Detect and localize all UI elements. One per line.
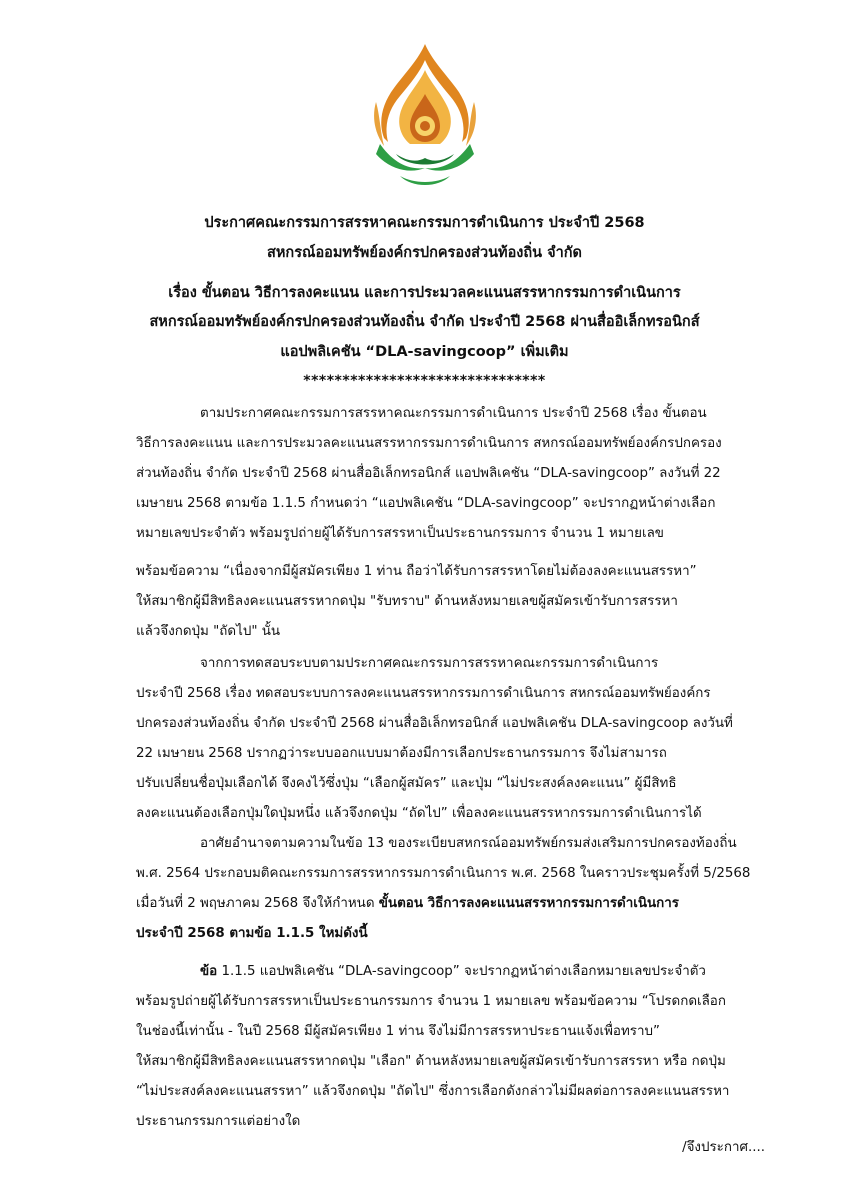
para4-line: ประธานกรรมการแต่อย่างใด (136, 1114, 301, 1129)
para3-line3-text: เมื่อวันที่ 2 พฤษภาคม 2568 จึงให้กำหนด (136, 896, 379, 911)
para2-line: ประจำปี 2568 เรื่อง ทดสอบระบบการลงคะแนนสรรหากรรมการดำเนินการ สหกรณ์ออมทรัพย์องค์กร (136, 686, 711, 701)
para1-line: พร้อมข้อความ “เนื่องจากมีผู้สมัครเพียง 1 ท่าน ถือว่าได้รับการสรรหาโดยไม่ต้องลงคะแนนสรรหา” (136, 564, 697, 579)
para2-line: ลงคะแนนต้องเลือกปุ่มใดปุ่มหนึ่ง แล้วจึงกดปุ่ม “ถัดไป” เพื่อลงคะแนนสรรหากรรมการดำเนินการได้ (136, 806, 702, 821)
para3-line (136, 895, 766, 912)
para4-line (200, 963, 766, 980)
para1-line: ส่วนท้องถิ่น จำกัด ประจำปี 2568 ผ่านสื่ออิเล็กทรอนิกส์ แอปพลิเคชัน “DLA-savingcoop” ลงวันที่ 22 (136, 466, 721, 481)
para2-line: จากการทดสอบระบบตามประกาศคณะกรรมการสรรหาคณะกรรมการดำเนินการ (200, 656, 659, 671)
para2-line: ปกครองส่วนท้องถิ่น จำกัด ประจำปี 2568 ผ่านสื่ออิเล็กทรอนิกส์ แอปพลิเคชัน DLA-savingcoop ลงวันที่ (136, 716, 733, 731)
cooperative-name: สหกรณ์ออมทรัพย์องค์กรปกครองส่วนท้องถิ่น จำกัด (267, 245, 582, 261)
para1-line: ให้สมาชิกผู้มีสิทธิลงคะแนนสรรหากดปุ่ม "รับทราบ" ด้านหลังหมายเลขผู้สมัครเข้ารับการสรรหา (136, 594, 678, 609)
para4-line: ให้สมาชิกผู้มีสิทธิลงคะแนนสรรหากดปุ่ม "เลือก" ด้านหลังหมายเลขผู้สมัครเข้ารับการสรรหา หรือ กดปุ่ม (136, 1054, 726, 1069)
clause-label: ข้อ (200, 964, 218, 979)
subject-line-2: สหกรณ์ออมทรัพย์องค์กรปกครองส่วนท้องถิ่น จำกัด ประจำปี 2568 ผ่านสื่ออิเล็กทรอนิกส์ (149, 314, 700, 330)
para1-line: วิธีการลงคะแนน และการประมวลคะแนนสรรหากรรมการดำเนินการ สหกรณ์ออมทรัพย์องค์กรปกครอง (136, 436, 722, 451)
para3-line: พ.ศ. 2564 ประกอบมติคณะกรรมการสรรหากรรมการดำเนินการ พ.ศ. 2568 ในคราวประชุมครั้งที่ 5/2568 (136, 866, 751, 881)
para4-line: พร้อมรูปถ่ายผู้ได้รับการสรรหาเป็นประธานกรรมการ จำนวน 1 หมายเลข พร้อมข้อความ “โปรดกดเลือก (136, 994, 726, 1009)
separator: ******************************* (303, 373, 546, 389)
para1-line: แล้วจึงกดปุ่ม "ถัดไป" นั้น (136, 624, 281, 639)
para4-line: “ไม่ประสงค์ลงคะแนนสรรหา” แล้วจึงกดปุ่ม "ถัดไป" ซึ่งการเลือกดังกล่าวไม่มีผลต่อการลงคะแนนสรรหา (136, 1084, 730, 1099)
para2-line: 22 เมษายน 2568 ปรากฏว่าระบบออกแบบมาต้องมีการเลือกประธานกรรมการ จึงไม่สามารถ (136, 746, 667, 761)
dla-savingcoop-logo (370, 42, 480, 192)
clause-text: 1.1.5 แอปพลิเคชัน “DLA-savingcoop” จะปรากฏหน้าต่างเลือกหมายเลขประจำตัว (217, 964, 706, 979)
para1-line: หมายเลขประจำตัว พร้อมรูปถ่ายผู้ได้รับการสรรหาเป็นประธานกรรมการ จำนวน 1 หมายเลข (136, 526, 664, 541)
para4-line: ในช่องนี้เท่านั้น - ในปี 2568 มีผู้สมัครเพียง 1 ท่าน จึงไม่มีการสรรหาประธานแจ้งเพื่อทราบ” (136, 1024, 660, 1039)
para3-line-bold: ประจำปี 2568 ตามข้อ 1.1.5 ใหม่ดังนี้ (136, 926, 368, 941)
subject-line-1: เรื่อง ขั้นตอน วิธีการลงคะแนน และการประมวลคะแนนสรรหากรรมการดำเนินการ (168, 285, 681, 301)
subject-line-3: แอปพลิเคชัน “DLA-savingcoop” เพิ่มเติม (280, 344, 569, 360)
para3-line: อาศัยอำนาจตามความในข้อ 13 ของระเบียบสหกรณ์ออมทรัพย์กรมส่งเสริมการปกครองท้องถิ่น (200, 836, 737, 851)
announcement-title: ประกาศคณะกรรมการสรรหาคณะกรรมการดำเนินการ ประจำปี 2568 (204, 215, 645, 231)
para3-line3-bold: ขั้นตอน วิธีการลงคะแนนสรรหากรรมการดำเนินการ (378, 896, 679, 911)
para1-line: ตามประกาศคณะกรรมการสรรหาคณะกรรมการดำเนินการ ประจำปี 2568 เรื่อง ขั้นตอน (200, 406, 707, 421)
continuation-marker: /จึงประกาศ.... (682, 1140, 765, 1155)
para1-line: เมษายน 2568 ตามข้อ 1.1.5 กำหนดว่า “แอปพลิเคชัน “DLA-savingcoop” จะปรากฏหน้าต่างเลือก (136, 496, 716, 511)
para2-line: ปรับเปลี่ยนชื่อปุ่มเลือกได้ จึงคงไว้ซึ่งปุ่ม “เลือกผู้สมัคร” และปุ่ม “ไม่ประสงค์ลงคะแนน” ผู้มีสิทธิ (136, 776, 677, 791)
